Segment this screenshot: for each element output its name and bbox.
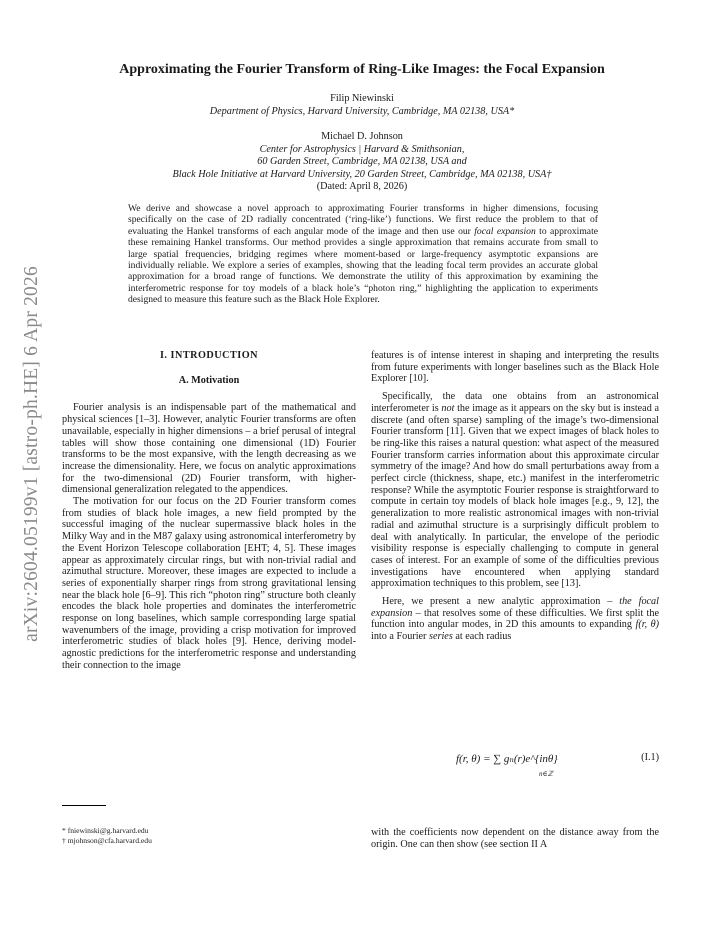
author2-name: Michael D. Johnson [321, 131, 403, 142]
paragraph: features is of intense interest in shaping and interpreting the results from future experiments with longer baselines such as the Black Hole Explorer [10]. [371, 350, 659, 385]
author1-name: Filip Niewinski [330, 93, 394, 104]
date-line: (Dated: April 8, 2026) [316, 181, 408, 193]
emphasis: not [441, 402, 455, 414]
paragraph [371, 391, 659, 590]
footnotes [62, 826, 152, 846]
author2-affiliation-line: Center for Astrophysics | Harvard & Smithsonian, [259, 143, 465, 155]
abstract-text: to approximate these remaining Hankel transforms. Our method provides a single approximation that remains accurate from small to large spatial frequencies, bridging regimes where moment-based or large-frequency asymptotic expansions are individually reliable. We explore a series of examples, showing that the leading focal term provides an accurate global approximation for a broad range of functions. We demonstrate the utility of this approximation by examining the interferometric response for toy models of a black hole’s “photon ring,” highlighting the application to experiments designed to measure this feature such as the Black Hole Explorer. [128, 225, 598, 306]
abstract-emphasis: focal expansion [474, 225, 536, 237]
author1-affiliation: Department of Physics, Harvard University, Cambridge, MA 02138, USA* [209, 105, 515, 117]
text-run: the image as it appears on the sky but is instead a discrete (and often sparse) sampling of the image’s two-dimensional Fourier transform [11]. Given that we expect images of black holes to be ring-like this raises a natural question: what aspect of the measured Fourier transform carries information about this approximate circular symmetry of the image? And how do small perturbations away from a perfect circle (thickness, shape, etc.) manifest in the interferometric response? While the asymptotic Fourier response is straightforward to compute in certain toy models of black hole images [e.g., 9, 12], the generalization to more realistic astronomical images with non-trivial radial and azimuthal structure is a surprisingly difficult problem to deal with analytically. In particular, the envelope of the periodic visibility response is especially challenging to compute in general cases of interest. For an example of some of the difficulties previous investigations have encountered when applying standard approximation techniques to this problem, see [13]. [371, 402, 659, 590]
paragraph [371, 596, 659, 643]
text-run: – that resolves some of these difficulties. We first split the function into angular modes, in 2D this amounts to expanding [371, 607, 659, 631]
text-run: Specifically, the data one obtains from an astronomical interferometer is [371, 391, 659, 414]
author1-block [110, 93, 614, 118]
abstract-text: We derive and showcase a novel approach to approximating Fourier transforms in higher dimensions, focusing specifically on the case of 2D radially concentrated (‘ring-like’) functions. We first reduce the problem to that of evaluating the Hankel transforms of each angular mode of the image and then use our [128, 203, 598, 237]
text-run: at each radius [452, 631, 512, 643]
emphasis: series [429, 631, 453, 643]
paper-title: Approximating the Fourier Transform of Ring-Like Images: the Focal Expansion [119, 62, 605, 77]
text-run: Here, we present a new analytic approximation – [382, 596, 620, 608]
paragraph: Fourier analysis is an indispensable part of the mathematical and physical sciences [1–3]. However, analytic Fourier transforms are often unavailable, especially in higher dimensions – a brief perusal of integral tables will show those containing one dimensional (1D) Fourier transforms to be the most expansive, with the length decreasing as we increase the dimensionality. Here, we focus on analytic approximations for the two-dimensional (2D) Fourier transform, with higher-dimensional generalization relegated to the appendices. [62, 402, 356, 496]
footnote-rule [62, 805, 106, 806]
text-run: into a Fourier [371, 631, 430, 643]
emphasis: the focal expansion [371, 596, 659, 619]
equation-number: (I.1) [641, 752, 659, 763]
left-column [62, 350, 356, 672]
equation-subscript: n∈ℤ [539, 770, 553, 778]
math-inline: f(r, θ) [635, 619, 659, 631]
arxiv-stamp-text: arXiv:2604.05199v1 [astro-ph.HE] 6 Apr 2026 [21, 266, 42, 642]
arxiv-stamp [14, 236, 50, 672]
footnote: * fniewinski@g.harvard.edu [62, 826, 149, 835]
author2-affiliation-line: Black Hole Initiative at Harvard University, 20 Garden Street, Cambridge, MA 02138, USA† [172, 168, 552, 180]
right-column-tail: with the coefficients now dependent on the distance away from the origin. One can then show (see section II A [371, 827, 659, 850]
footnote: † mjohnson@cfa.harvard.edu [62, 836, 152, 845]
paragraph: The motivation for our focus on the 2D Fourier transform comes from studies of black hole images, a new field prompted by the successful imaging of the nuclear supermassive black holes in the Milky Way and in the M87 galaxy using astronomical interferometry by the Event Horizon Telescope collaboration [EHT; 4, 5]. These images appear as approximately circular rings, but with non-trivial radial and azimuthal structure. Moreover, these images are expected to include a series of exponentially sharper rings from strong gravitational lensing near the black hole [6–9]. This rich “photon ring” structure both cleanly encodes the black hole properties and dominates the interferometric response on long baselines, which sample corresponding large spatial wavenumbers of the image, providing a crisp motivation for improved interferometric studies of black holes [9]. Hence, deriving model-agnostic predictions for the interferometric response and understanding their connection to the image [62, 496, 356, 671]
right-column [371, 350, 659, 643]
subsection-heading: A. Motivation [178, 374, 240, 386]
abstract [128, 203, 598, 306]
section-heading: I. INTRODUCTION [159, 350, 259, 361]
author2-block [110, 131, 614, 194]
equation-I1 [371, 748, 659, 778]
equation-body: f(r, θ) = ∑ gₙ(r)e^{inθ} [456, 753, 558, 765]
author2-affiliation-line: 60 Garden Street, Cambridge, MA 02138, USA and [257, 156, 467, 168]
